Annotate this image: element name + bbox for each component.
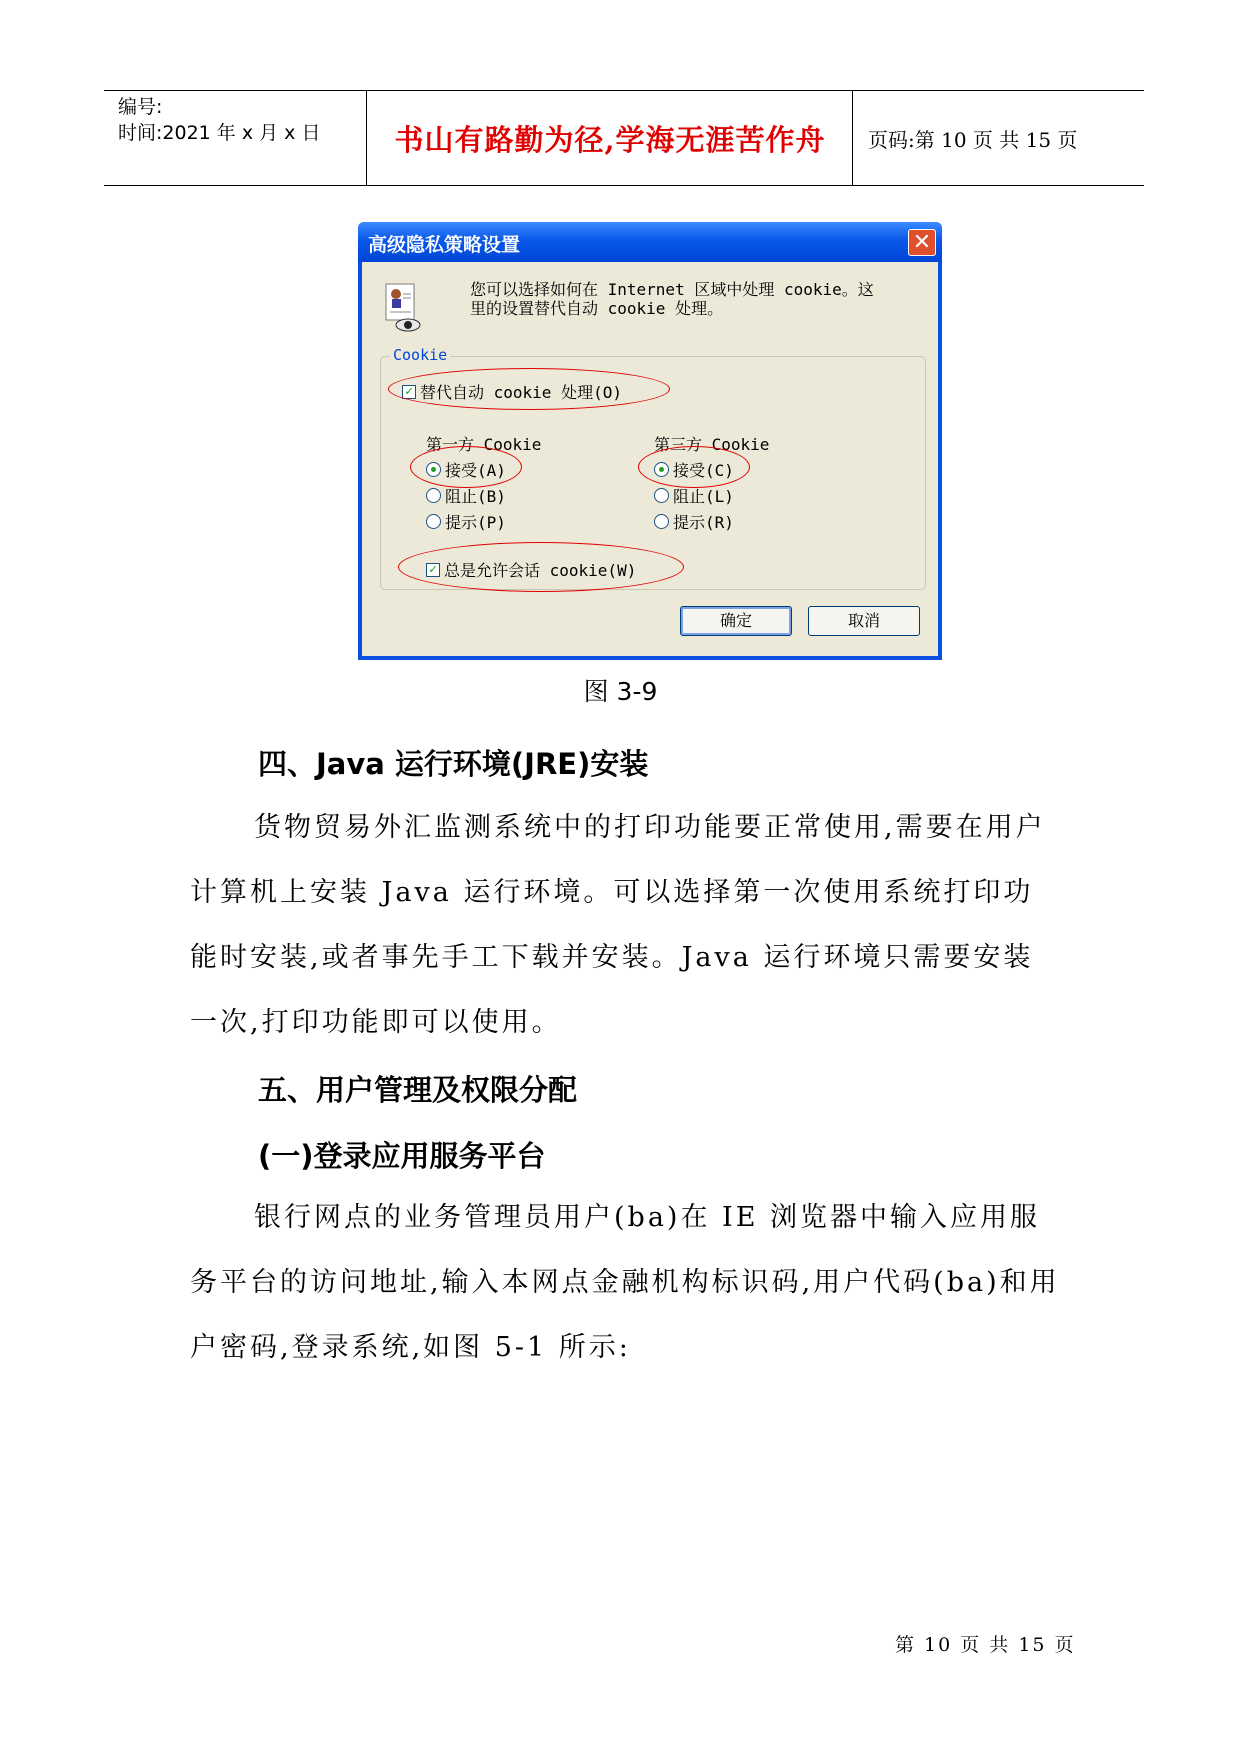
dialog-body <box>362 262 938 656</box>
header-motto: 书山有路勤为径,学海无涯苦作舟 <box>394 122 826 157</box>
first-party-prompt-radio[interactable] <box>426 510 506 533</box>
third-party-prompt-label: 提示(R) <box>673 513 734 532</box>
intro-line-2: 里的设置替代自动 cookie 处理。 <box>470 299 724 318</box>
privacy-document-icon <box>382 282 422 334</box>
section-5-heading: 五、用户管理及权限分配 <box>258 1073 578 1107</box>
ok-button[interactable]: 确定 <box>680 606 792 636</box>
third-party-block-label: 阻止(L) <box>673 487 734 506</box>
radio-icon <box>654 488 669 503</box>
doc-time-label: 时间:2021 年 x 月 x 日 <box>118 122 321 144</box>
first-party-block-label: 阻止(B) <box>445 487 506 506</box>
annotation-ellipse <box>398 542 684 592</box>
radio-icon <box>426 488 441 503</box>
dialog-intro-text <box>470 280 920 318</box>
figure-caption: 图 3-9 <box>583 677 658 706</box>
third-party-prompt-radio[interactable] <box>654 510 734 533</box>
annotation-ellipse <box>638 446 750 488</box>
radio-icon <box>426 514 441 529</box>
radio-icon <box>654 514 669 529</box>
page-footer: 第 10 页 共 15 页 <box>895 1634 1076 1656</box>
first-party-accept-label: 接受(A) <box>445 461 506 480</box>
header-left-cell <box>104 91 367 185</box>
third-party-accept-label: 接受(C) <box>673 461 734 480</box>
doc-number-label: 编号: <box>118 96 163 118</box>
close-icon[interactable]: ✕ <box>908 229 936 256</box>
cookie-group-label: Cookie <box>390 346 450 364</box>
annotation-ellipse <box>388 368 670 410</box>
header-motto-cell <box>368 91 853 185</box>
section-4-heading: 四、Java 运行环境(JRE)安装 <box>258 747 649 781</box>
dialog-title: 高级隐私策略设置 <box>368 234 521 256</box>
annotation-ellipse <box>410 446 522 488</box>
first-party-prompt-label: 提示(P) <box>445 513 506 532</box>
header-page-label: 页码:第 10 页 共 15 页 <box>868 127 1078 152</box>
section-4-paragraph: 货物贸易外汇监测系统中的打印功能要正常使用,需要在用户计算机上安装 Java 运行环境。可以选择第一次使用系统打印功能时安装,或者事先手工下载并安装。Java 运行环境只需要安装一次,打印功能即可以使用。 <box>190 812 1046 1038</box>
intro-line-1: 您可以选择如何在 Internet 区域中处理 cookie。这 <box>470 280 874 299</box>
page-header <box>104 90 1144 186</box>
checkbox-checked-icon: ✓ <box>426 563 440 577</box>
privacy-settings-dialog <box>358 222 942 660</box>
section-5-paragraph: 银行网点的业务管理员用户(ba)在 IE 浏览器中输入应用服务平台的访问地址,输入本网点金融机构标识码,用户代码(ba)和用户密码,登录系统,如图 5-1 所示: <box>190 1202 1060 1363</box>
section-5-subheading: (一)登录应用服务平台 <box>258 1139 546 1173</box>
first-party-heading: 第一方 Cookie <box>426 435 542 454</box>
dialog-titlebar <box>358 222 942 262</box>
cancel-button[interactable]: 取消 <box>808 606 920 636</box>
third-party-heading: 第三方 Cookie <box>654 435 770 454</box>
checkbox-checked-icon: ✓ <box>402 385 416 399</box>
session-cookie-label: 总是允许会话 cookie(W) <box>444 561 637 580</box>
override-cookie-label: 替代自动 cookie 处理(O) <box>420 383 622 402</box>
header-page-cell <box>854 91 1144 185</box>
